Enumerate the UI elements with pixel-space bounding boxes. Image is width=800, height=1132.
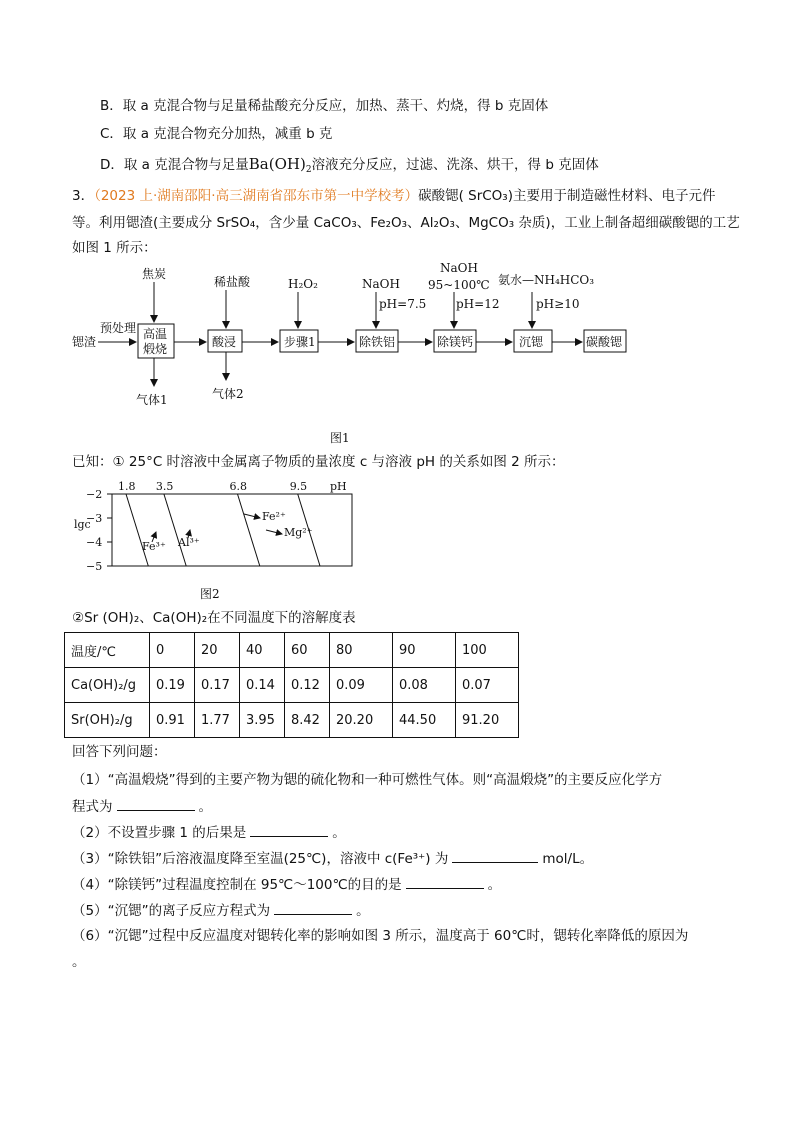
question-3 — [72, 848, 593, 869]
question-4-text: （4）“除镁钙”过程温度控制在 95℃～100℃的目的是 — [72, 877, 402, 893]
y-tick-label: −2 — [86, 488, 103, 501]
flow-pretreat: 预处理 — [100, 321, 137, 335]
known-1: 已知：① 25°C 时溶液中金属离子物质的量浓度 c 与溶液 pH 的关系如图 2 所示： — [72, 454, 565, 470]
flow-step-2: 酸浸 — [212, 335, 237, 349]
answer-blank-4[interactable] — [406, 874, 484, 889]
question-source: （2023 上·湖南邵阳·高三湖南省邵东市第一中学校考） — [94, 188, 419, 204]
question-5 — [72, 900, 370, 921]
question-3-header — [72, 186, 716, 206]
question-3-unit: mol/L。 — [542, 851, 594, 867]
solubility-table — [64, 632, 519, 738]
ph-top-label: 1.8 — [118, 480, 136, 493]
answer-blank-1[interactable] — [117, 796, 195, 811]
table-cell: 44.50 — [393, 703, 456, 738]
table-cell: 0.08 — [393, 668, 456, 703]
table-cell: 0.12 — [285, 668, 330, 703]
option-d-formula: $Ba(OH)_2$ — [248, 155, 312, 175]
ph-top-label: 9.5 — [289, 480, 308, 493]
chart-xlabel: pH — [330, 480, 347, 493]
flow-gas-1: 气体1 — [136, 393, 168, 407]
question-4 — [72, 874, 501, 895]
table-cell: 40 — [240, 633, 285, 668]
chart-frame — [112, 494, 352, 566]
flow-step-3: 步骤1 — [284, 335, 316, 349]
table-cell: 60 — [285, 633, 330, 668]
figure-2-caption: 图2 — [200, 587, 220, 601]
series-line-1 — [164, 494, 186, 566]
known-2: ②Sr (OH)₂、Ca(OH)₂在不同温度下的溶解度表 — [72, 610, 356, 626]
series-line-2 — [237, 494, 259, 566]
question-2 — [72, 822, 346, 843]
table-cell: 8.42 — [285, 703, 330, 738]
option-d-post: 溶液充分反应，过滤、洗涤、烘干，得 b 克固体 — [311, 157, 599, 173]
ph-top-label: 6.8 — [229, 480, 247, 493]
question-5-period: 。 — [356, 903, 370, 919]
y-tick-label: −3 — [86, 512, 103, 525]
flow-start: 锶渣 — [72, 335, 97, 349]
series-label-0: Fe³⁺ — [142, 540, 166, 553]
chart-ylabel: lgc — [74, 518, 91, 531]
table-cell: 0.09 — [330, 668, 393, 703]
flow-reagent-naoh-1: NaOH — [362, 277, 400, 291]
option-d — [100, 154, 599, 180]
series-label-3: Mg²⁺ — [284, 526, 313, 539]
question-1-period: 。 — [198, 799, 212, 815]
answer-blank-3[interactable] — [452, 848, 538, 863]
table-cell: 91.20 — [456, 703, 519, 738]
ph-top-label: 3.5 — [155, 480, 174, 493]
table-cell: 0.91 — [150, 703, 195, 738]
table-cell: Sr(OH)₂/g — [65, 703, 150, 738]
flow-step-4: 除铁铝 — [359, 335, 396, 349]
option-d-pre: D．取 a 克混合物与足量 — [100, 157, 249, 173]
table-cell: 90 — [393, 633, 456, 668]
question-1-line-1: （1）“高温煅烧”得到的主要产物为锶的硫化物和一种可燃性气体。则“高温煅烧”的主要反应化学方 — [72, 772, 663, 788]
table-row — [65, 668, 519, 703]
series-arrow-3 — [266, 530, 282, 534]
table-cell: 0 — [150, 633, 195, 668]
lgc-ph-chart — [74, 478, 364, 598]
table-cell: 温度/℃ — [65, 633, 150, 668]
question-4-period: 。 — [487, 877, 502, 893]
flow-reagent-ph-1: pH=7.5 — [379, 297, 427, 311]
process-flowchart — [66, 262, 646, 422]
question-1-prefix: 程式为 — [72, 799, 113, 815]
table-row — [65, 703, 519, 738]
table-cell: 20.20 — [330, 703, 393, 738]
answer-blank-2[interactable] — [250, 822, 328, 837]
table-cell: 80 — [330, 633, 393, 668]
option-b: B．取 a 克混合物与足量稀盐酸充分反应，加热、蒸干、灼烧，得 b 克固体 — [100, 98, 549, 114]
question-number: 3． — [72, 188, 95, 204]
flow-step-6: 沉锶 — [519, 335, 544, 349]
y-tick-label: −4 — [86, 536, 103, 549]
table-cell: 3.95 — [240, 703, 285, 738]
table-cell: 100 — [456, 633, 519, 668]
question-2-period: 。 — [332, 825, 346, 841]
question-6-line-2: 。 — [72, 954, 86, 970]
question-5-text: （5）“沉锶”的离子反应方程式为 — [72, 903, 271, 919]
table-cell: 0.07 — [456, 668, 519, 703]
flow-step-1a: 高温 — [143, 327, 168, 341]
flow-reagent-ammonia: 氨水—NH₄HCO₃ — [498, 273, 595, 287]
table-cell: 20 — [195, 633, 240, 668]
flow-reagent-ph-3: pH≥10 — [536, 297, 580, 311]
table-row — [65, 633, 519, 668]
question-3-text: （3）“除铁铝”后溶液温度降至室温(25℃)，溶液中 c(Fe³⁺) 为 — [72, 851, 449, 867]
answer-blank-5[interactable] — [274, 900, 352, 915]
series-label-1: Al³⁺ — [178, 536, 200, 549]
question-6-line-1: （6）“沉锶”过程中反应温度对锶转化率的影响如图 3 所示，温度高于 60℃时，锶转化率降低的原因为 — [72, 928, 689, 944]
series-label-2: Fe²⁺ — [262, 510, 286, 523]
question-intro-1: 碳酸锶( SrCO₃)主要用于制造磁性材料、电子元件 — [418, 188, 716, 204]
flow-step-1b: 煅烧 — [143, 342, 168, 356]
option-c: C．取 a 克混合物充分加热，减重 b 克 — [100, 126, 333, 142]
table-cell: 0.17 — [195, 668, 240, 703]
y-tick-label: −5 — [86, 560, 103, 573]
flow-reagent-naoh-2: NaOH — [440, 262, 478, 275]
answer-intro: 回答下列问题： — [72, 744, 167, 760]
question-intro-3: 如图 1 所示： — [72, 240, 157, 256]
series-line-0 — [126, 494, 148, 566]
table-cell: 1.77 — [195, 703, 240, 738]
question-2-text: （2）不设置步骤 1 的后果是 — [72, 825, 247, 841]
question-1-line-2 — [72, 796, 212, 817]
flow-reagent-hcl: 稀盐酸 — [214, 275, 251, 289]
flow-reagent-h2o2: H₂O₂ — [288, 277, 318, 291]
table-cell: 0.14 — [240, 668, 285, 703]
series-arrow-2 — [244, 514, 260, 518]
flow-reagent-ph-2: pH=12 — [456, 297, 500, 311]
flow-step-5: 除镁钙 — [437, 335, 474, 349]
table-cell: Ca(OH)₂/g — [65, 668, 150, 703]
flow-reagent-temp: 95~100℃ — [428, 278, 490, 292]
figure-1-caption: 图1 — [330, 431, 350, 445]
table-cell: 0.19 — [150, 668, 195, 703]
flow-step-7: 碳酸锶 — [586, 335, 623, 349]
question-intro-2: 等。利用锶渣(主要成分 SrSO₄，含少量 CaCO₃、Fe₂O₃、Al₂O₃、MgCO₃ 杂质)，工业上制备超细碳酸锶的工艺 — [72, 215, 740, 231]
flow-reagent-coke: 焦炭 — [142, 267, 167, 281]
flow-gas-2: 气体2 — [212, 387, 244, 401]
